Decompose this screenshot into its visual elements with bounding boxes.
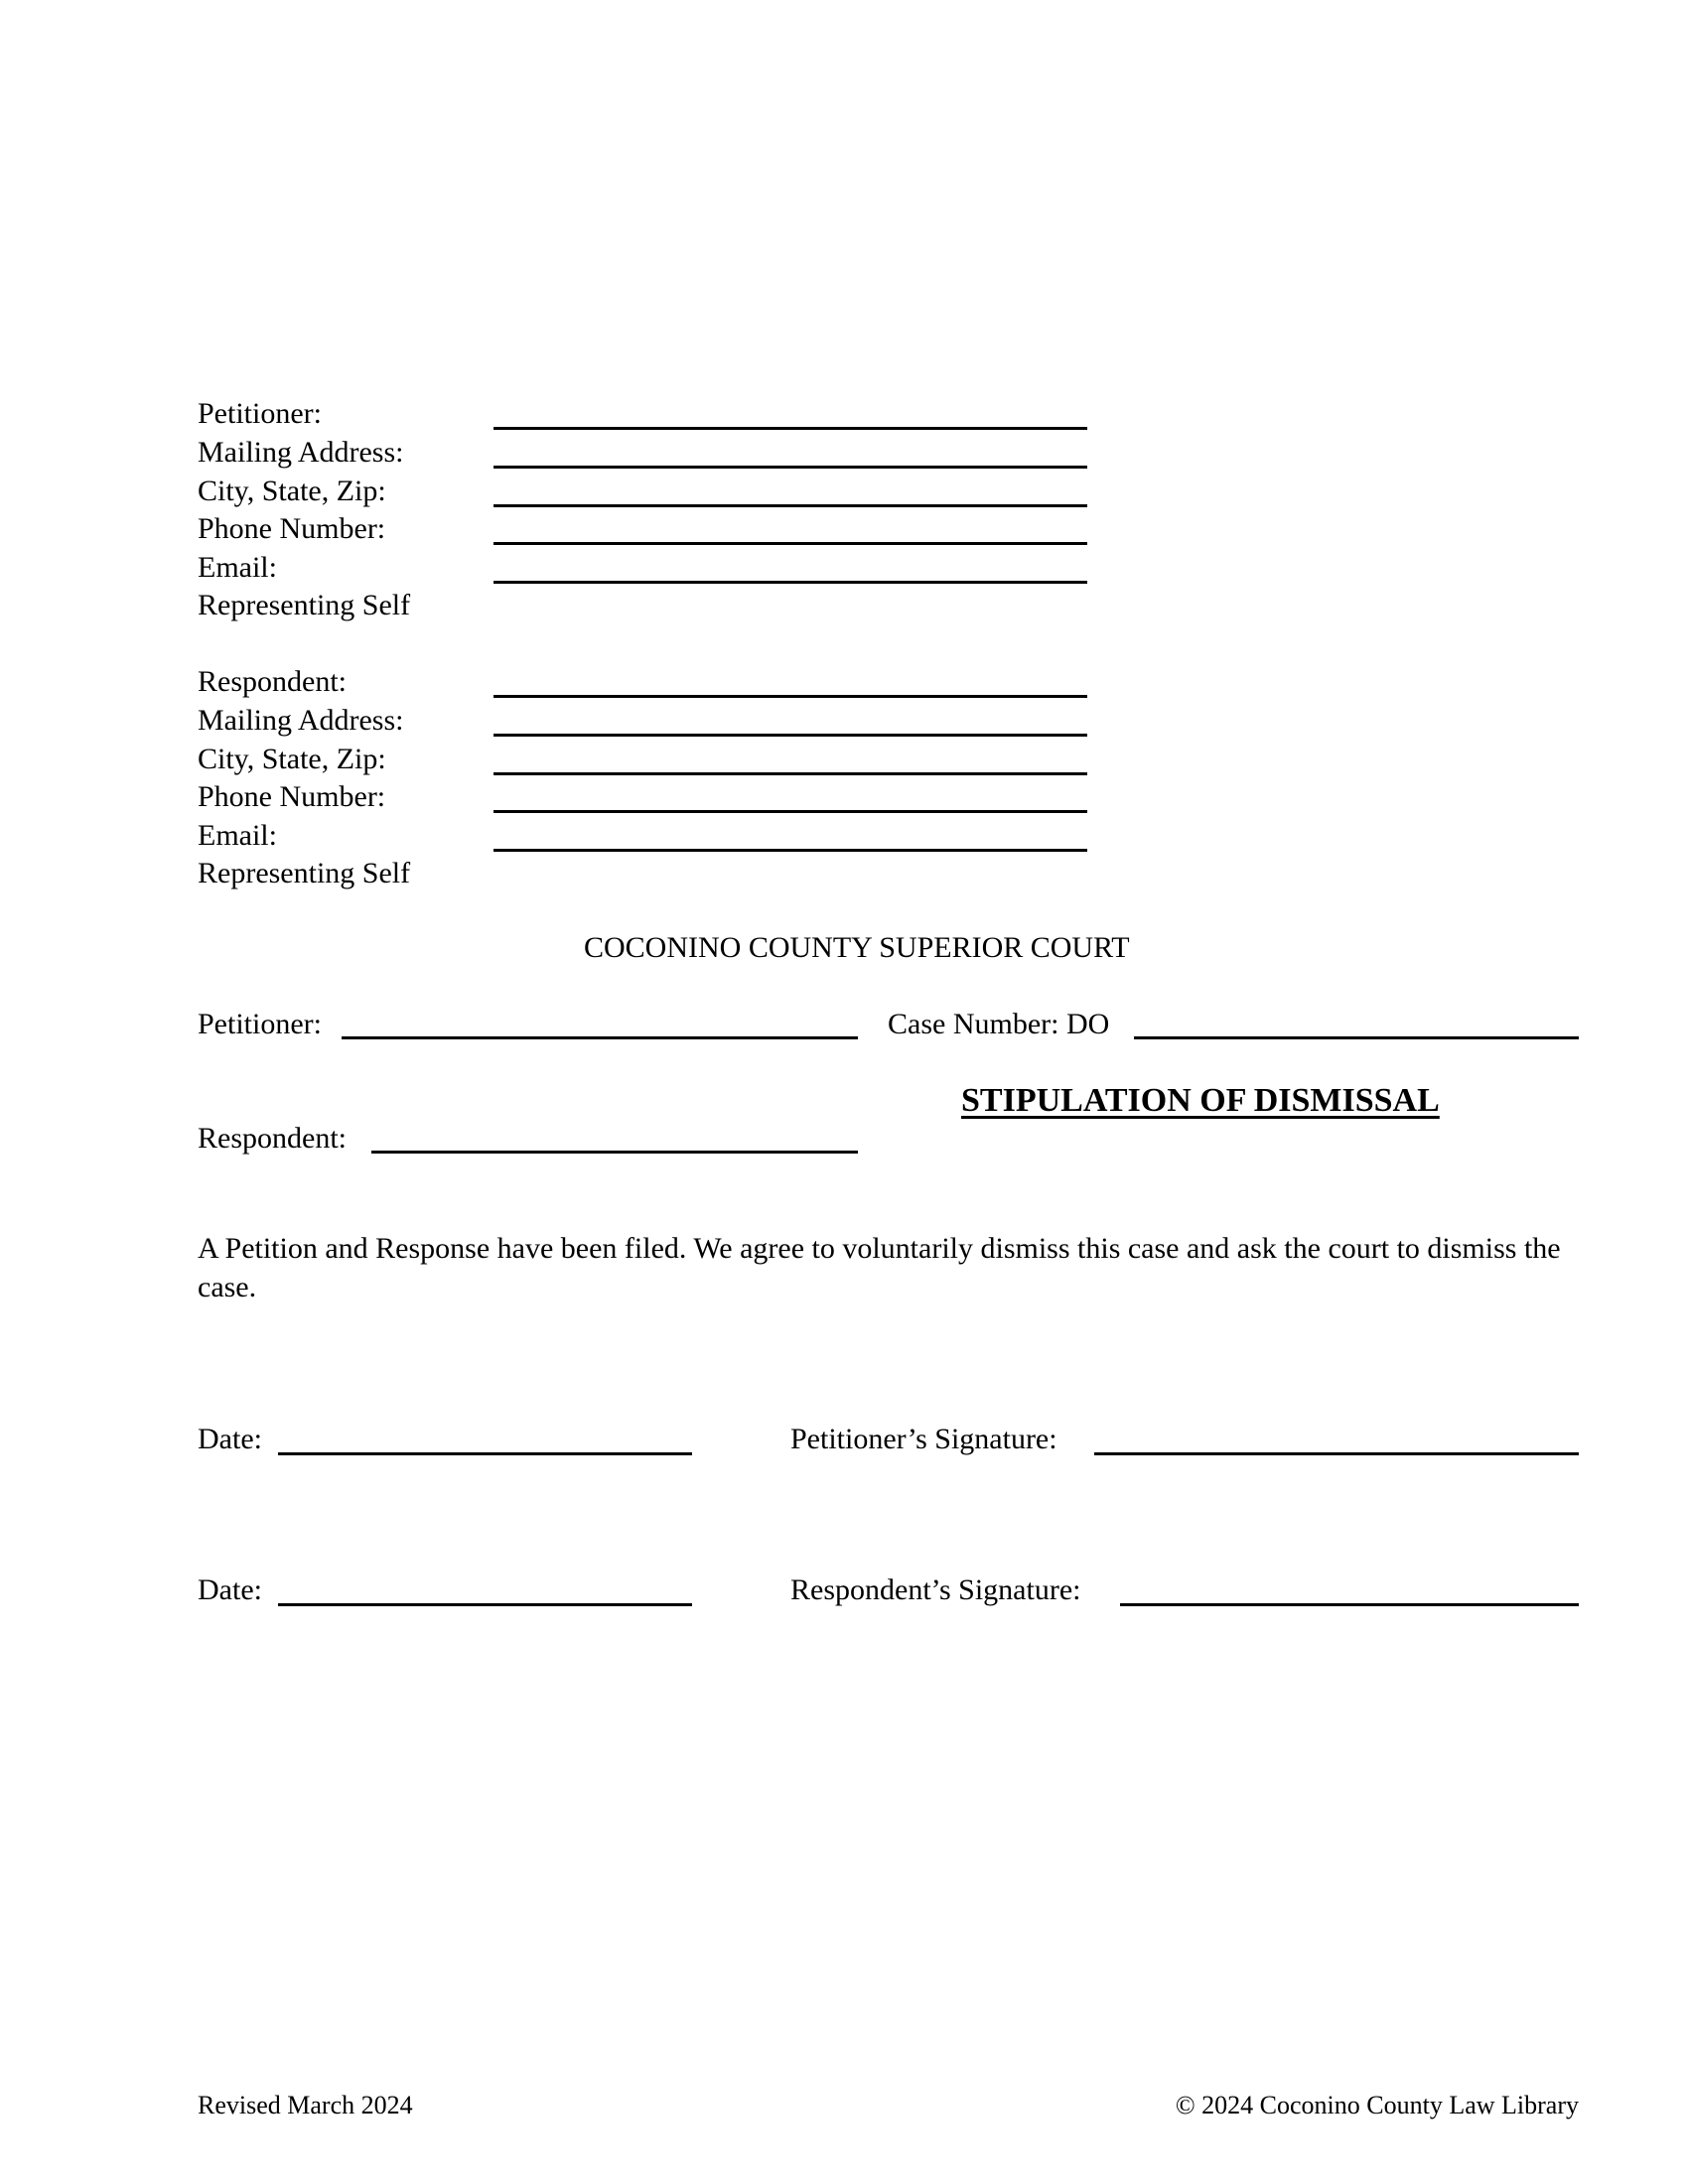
- court-name: COCONINO COUNTY SUPERIOR COURT: [584, 931, 1130, 964]
- petitioner-signature-field[interactable]: [1094, 1452, 1579, 1455]
- respondent-city-label: City, State, Zip:: [198, 743, 386, 775]
- petitioner-representing-self: Representing Self: [198, 589, 411, 621]
- caption-respondent-field[interactable]: [371, 1151, 858, 1154]
- document-title: STIPULATION OF DISMISSAL: [961, 1082, 1440, 1119]
- footer-copyright: © 2024 Coconino County Law Library: [1175, 2091, 1579, 2119]
- respondent-address-label: Mailing Address:: [198, 704, 404, 737]
- respondent-signature-label: Respondent’s Signature:: [790, 1573, 1081, 1606]
- respondent-phone-label: Phone Number:: [198, 780, 386, 813]
- case-number-field[interactable]: [1134, 1036, 1579, 1039]
- respondent-phone-field[interactable]: [493, 810, 1087, 813]
- petitioner-phone-field[interactable]: [493, 542, 1087, 545]
- petitioner-date-field[interactable]: [278, 1452, 692, 1455]
- petitioner-phone-label: Phone Number:: [198, 512, 386, 545]
- respondent-email-field[interactable]: [493, 849, 1087, 852]
- petitioner-address-field[interactable]: [493, 466, 1087, 469]
- petitioner-city-field[interactable]: [493, 504, 1087, 507]
- petitioner-address-label: Mailing Address:: [198, 436, 404, 469]
- petitioner-email-label: Email:: [198, 551, 277, 584]
- stipulation-text: A Petition and Response have been filed. We agree to voluntarily dismiss this case and ask the court to dismiss the case.: [198, 1232, 1561, 1303]
- petitioner-email-field[interactable]: [493, 581, 1087, 584]
- footer-revised: Revised March 2024: [198, 2091, 413, 2119]
- case-number-label: Case Number: DO: [888, 1008, 1110, 1040]
- petitioner-city-label: City, State, Zip:: [198, 475, 386, 507]
- respondent-address-field[interactable]: [493, 734, 1087, 737]
- petitioner-date-label: Date:: [198, 1423, 262, 1455]
- respondent-city-field[interactable]: [493, 772, 1087, 775]
- caption-petitioner-field[interactable]: [342, 1036, 858, 1039]
- respondent-name-field[interactable]: [493, 695, 1087, 698]
- respondent-signature-field[interactable]: [1120, 1603, 1579, 1606]
- petitioner-name-field[interactable]: [493, 427, 1087, 430]
- respondent-representing-self: Representing Self: [198, 857, 411, 889]
- petitioner-signature-label: Petitioner’s Signature:: [790, 1423, 1057, 1455]
- caption-petitioner-label: Petitioner:: [198, 1008, 322, 1040]
- respondent-date-field[interactable]: [278, 1603, 692, 1606]
- petitioner-name-label: Petitioner:: [198, 397, 322, 430]
- caption-respondent-label: Respondent:: [198, 1122, 347, 1155]
- respondent-name-label: Respondent:: [198, 665, 347, 698]
- respondent-date-label: Date:: [198, 1573, 262, 1606]
- respondent-email-label: Email:: [198, 819, 277, 852]
